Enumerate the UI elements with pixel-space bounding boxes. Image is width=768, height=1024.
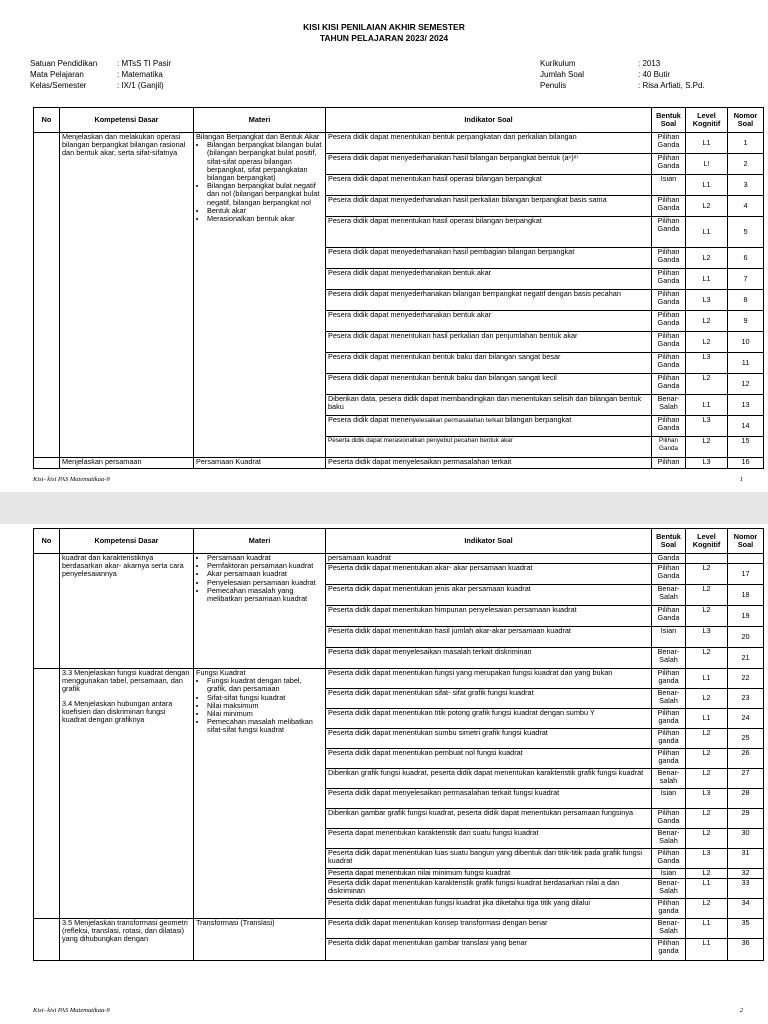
level-cell: L2: [686, 248, 728, 269]
no-cell: [34, 458, 60, 469]
table-header-row: [34, 108, 764, 133]
nomor-cell: 10: [728, 332, 764, 353]
nomor-cell: 11: [728, 353, 764, 374]
level-cell: L3: [686, 416, 728, 437]
indikator-cell: Peserta didik dapat menentukan pembuat nol fungsi kuadrat: [326, 749, 652, 769]
materi-item: • Bilangan berpangkat bilangan bulat (bilangan berpangkat bulat positif, sifat-sifat operasi bilangan berpangkat, sifat perpangkatan bilangan berpangkat): [207, 141, 323, 182]
nomor-cell: 34: [728, 899, 764, 919]
bentuk-cell: Pilihan Ganda: [652, 849, 686, 869]
header-level-kognitif: Level Kognitif: [686, 529, 728, 554]
indikator-cell: Peserta didik dapat menentukan jenis akar persamaan kuadrat: [326, 585, 652, 606]
kd-cell: kuadrat dan karakteristiknya berdasarkan akar- akarnya serta cara penyelesaiannya: [60, 554, 194, 669]
bentuk-cell: Pilihan Ganda: [652, 332, 686, 353]
no-cell: [34, 554, 60, 669]
indikator-cell: Pesera didik dapat menentukan bentuk baku dari bilangan sangat besar: [326, 353, 652, 374]
indikator-cell: Pesera didik dapat menentukan bentuk perpangkatan dari perkalian bilangan: [326, 133, 652, 154]
level-cell: L3: [686, 789, 728, 809]
indikator-cell: Pesera didik dapat menyederhanakan hasil bilangan berpangkat bentuk (aⁿ)ᵐ: [326, 154, 652, 175]
bentuk-cell: Pilihan ganda: [652, 669, 686, 689]
materi-item: • Sifat-sifat fungsi kuadrat: [207, 694, 323, 702]
nomor-cell: 13: [728, 395, 764, 416]
materi-cell: Transformasi (Translasi): [194, 919, 326, 961]
document-subtitle: TAHUN PELAJARAN 2023/ 2024: [319, 33, 449, 43]
level-cell: L2: [686, 196, 728, 217]
indikator-cell: [326, 416, 652, 437]
kd-cell: [60, 669, 194, 919]
meta-label: Jumlah Soal: [540, 70, 585, 79]
nomor-cell: 7: [728, 269, 764, 290]
bentuk-cell: Pilihan Ganda: [652, 196, 686, 217]
nomor-cell: 26: [728, 749, 764, 769]
indikator-cell: Pesera didik dapat menyederhanakan hasil pembagian bilangan berpangkat: [326, 248, 652, 269]
materi-cell: [194, 554, 326, 669]
materi-item: • Merasionalkan bentuk akar: [207, 215, 323, 223]
header-no: No: [34, 108, 60, 133]
header-level-kognitif: Level Kognitif: [686, 108, 728, 133]
level-cell: L!: [686, 154, 728, 175]
nomor-cell: 8: [728, 290, 764, 311]
level-cell: L1: [686, 879, 728, 899]
indikator-cell: Peserta didik dapat menentukan gambar translasi yang benar: [326, 939, 652, 961]
nomor-cell: 28: [728, 789, 764, 809]
bentuk-cell: Pilihan ganda: [652, 939, 686, 961]
level-cell: L3: [686, 849, 728, 869]
indikator-cell: Peserta didik dapat menentukan luas suatu bangun yang dibentuk dari titik-titik pada grafik fungsi kuadrat: [326, 849, 652, 869]
level-cell: L2: [686, 689, 728, 709]
nomor-cell: 15: [728, 437, 764, 458]
level-cell: L3: [686, 627, 728, 648]
nomor-cell: 1: [728, 133, 764, 154]
indikator-cell: Pesera didik dapat menentukan hasil perkalian dan penjumlahan bentuk akar: [326, 332, 652, 353]
kd-item: 3.4 Menjelaskan hubungan antara koefisien dan diskriminan fungsi kuadrat dengan grafiknya: [62, 698, 173, 725]
meta-value: : 2013: [638, 59, 661, 68]
header-nomor-soal: Nomor Soal: [728, 529, 764, 554]
bentuk-cell: Pilihan Ganda: [652, 248, 686, 269]
indikator-cell: Peserta didik dapat menentukan titik potong grafik fungsi kuadrat dengan sumbu Y: [326, 709, 652, 729]
indikator-cell: Pesera didik dapat menyederhanakan hasil perkalian bilangan berpangkat basis sama: [326, 196, 652, 217]
nomor-cell: 6: [728, 248, 764, 269]
header-materi: Materi: [194, 108, 326, 133]
document-title: KISI KISI PENILAIAN AKHIR SEMESTER: [303, 22, 465, 32]
kd-item: 3.3 Menjelaskan fungsi kuadrat dengan menggunakan tabel, persamaan, dan grafik: [62, 668, 190, 694]
indikator-cell: Peserta didik dapat menentukan hasil jumlah akar-akar persamaan kuadrat: [326, 627, 652, 648]
indikator-cell: Peserta didik dapat menyelesaikan masalah terkait diskriminan: [326, 648, 652, 669]
materi-item: • Penyelesaian persamaan kuadrat: [207, 579, 323, 587]
header-kompetensi-dasar: Kompetensi Dasar: [60, 108, 194, 133]
kisi-table-page-2: [33, 528, 764, 961]
materi-item: • Akar persamaan kuadrat: [207, 570, 323, 578]
bentuk-cell: Benar-Salah: [652, 689, 686, 709]
header-indikator-soal: Indikator Soal: [326, 108, 652, 133]
level-cell: L3: [686, 353, 728, 374]
no-cell: [34, 133, 60, 458]
level-cell: L1: [686, 269, 728, 290]
meta-label: Mata Pelajaran: [30, 70, 84, 79]
level-cell: L2: [686, 437, 728, 458]
level-cell: L2: [686, 374, 728, 395]
nomor-cell: 25: [728, 729, 764, 749]
bentuk-cell: Isian: [652, 175, 686, 196]
bentuk-cell: Benar-Salah: [652, 648, 686, 669]
header-indikator-soal: Indikator Soal: [326, 529, 652, 554]
materi-item: • Pemecahan masalah melibatkan sifat-sifat fungsi kuadrat: [207, 718, 323, 734]
nomor-cell: 2: [728, 154, 764, 175]
table-row: [34, 133, 764, 154]
nomor-cell: 3: [728, 175, 764, 196]
bentuk-cell: Isian: [652, 627, 686, 648]
indikator-cell: Peserta didik dapat menentukan sumbu simetri grafik fungsi kuadrat: [326, 729, 652, 749]
nomor-cell: 12: [728, 374, 764, 395]
no-cell: [34, 919, 60, 961]
indikator-cell: Pesera didik dapat menyederhanakan bilangan berrpangkat negatif dengan basis pecahan: [326, 290, 652, 311]
level-cell: L1: [686, 919, 728, 939]
meta-value: : IX/1 (Ganjil): [117, 81, 164, 90]
indikator-cell: Peserta didik dapat menentukan konsep transformasi dengan benar: [326, 919, 652, 939]
indikator-cell: Pesera didik dapat menentukan bentuk baku dari bilangan sangat kecil: [326, 374, 652, 395]
page-1: [0, 0, 768, 492]
materi-cell: [194, 133, 326, 458]
meta-label: Kurikulum: [540, 59, 576, 68]
header-nomor-soal: Nomor Soal: [728, 108, 764, 133]
indikator-text: Pesera didik dapat menen: [328, 415, 413, 424]
nomor-cell: 35: [728, 919, 764, 939]
nomor-cell: 18: [728, 585, 764, 606]
bentuk-cell: Benar-Salah: [652, 829, 686, 849]
kd-cell: Menjelaskan persamaan: [60, 458, 194, 469]
indikator-cell: Peserta didik dapat menentukan fungsi kuadrat jika diketahui tiga titik yang dilalui: [326, 899, 652, 919]
indikator-text-small: yelesaikan permasalahan terkait: [412, 417, 504, 424]
nomor-cell: 21: [728, 648, 764, 669]
bentuk-cell: Pilihan Ganda: [652, 809, 686, 829]
indikator-cell: persamaan kuadrat: [326, 554, 652, 564]
nomor-cell: 29: [728, 809, 764, 829]
level-cell: L3: [686, 458, 728, 469]
bentuk-cell: Benar-Salah: [652, 395, 686, 416]
bentuk-cell: Pilihan Ganda: [652, 353, 686, 374]
table-row: [34, 919, 764, 939]
level-cell: L2: [686, 729, 728, 749]
nomor-cell: 23: [728, 689, 764, 709]
no-cell: [34, 669, 60, 919]
meta-value: : 40 Butir: [638, 70, 671, 79]
bentuk-cell: Pilihan Ganda: [652, 217, 686, 248]
table-row: [34, 669, 764, 689]
meta-value: : Matematika: [117, 70, 163, 79]
bentuk-cell: Pilihan ganda: [652, 899, 686, 919]
level-cell: L2: [686, 769, 728, 789]
kisi-table-page-1: [33, 107, 764, 469]
materi-title: Fungsi Kuadrat: [196, 668, 246, 677]
bentuk-cell: Benar-Salah: [652, 919, 686, 939]
level-cell: L1: [686, 669, 728, 689]
bentuk-cell: Pilihan Ganda: [652, 311, 686, 332]
page-2: [0, 524, 768, 1024]
materi-cell: [194, 669, 326, 919]
nomor-cell: 31: [728, 849, 764, 869]
bentuk-cell: Pilihan Ganda: [652, 374, 686, 395]
bentuk-cell: Pilihan Ganda: [652, 437, 686, 458]
level-cell: L1: [686, 939, 728, 961]
nomor-cell: 16: [728, 458, 764, 469]
bentuk-cell: Ganda: [652, 554, 686, 564]
table-row: [34, 458, 764, 469]
meta-value: : Risa Arfiati, S.Pd.: [638, 81, 705, 90]
meta-right: [540, 58, 705, 91]
level-cell: L2: [686, 648, 728, 669]
footer-label: Kisi- kisi PAS Matematikaa-9: [33, 1007, 110, 1014]
meta-label: Satuan Pendidikan: [30, 59, 98, 68]
level-cell: L2: [686, 899, 728, 919]
level-cell: L1: [686, 175, 728, 196]
indikator-cell: Peserta didik dapat menyelesaikan permasalahan terkait: [326, 458, 652, 469]
indikator-cell: Peserta didik dapat merasionalkan penyebut pecahan bentuk akar: [326, 437, 652, 458]
page-footer: [33, 1007, 743, 1014]
bentuk-cell: Pilihan ganda: [652, 749, 686, 769]
header-bentuk-soal: Bentuk Soal: [652, 108, 686, 133]
page-footer: [33, 476, 743, 483]
level-cell: L2: [686, 606, 728, 627]
indikator-text: bilangan berpangkat: [503, 415, 572, 424]
indikator-cell: Peserta dapat menentukan nilai minimum fungsi kuadrat: [326, 869, 652, 879]
materi-item: • Pemecahan masalah yang melibatkan persamaan kuadrat: [207, 587, 323, 603]
bentuk-cell: Pilihan Ganda: [652, 606, 686, 627]
nomor-cell: 5: [728, 217, 764, 248]
indikator-cell: Diberikan gambar grafik fungsi kuadrat, peserta didik dapat menentukan persamaan fungsinya: [326, 809, 652, 829]
nomor-cell: 14: [728, 416, 764, 437]
bentuk-cell: Benar-salah: [652, 769, 686, 789]
indikator-cell: Diberikan grafik fungsi kuadrat, peserta didik dapat menentukan karakteristik grafik fungsi kuadrat: [326, 769, 652, 789]
materi-item: • Fungsi kuadrat dengan tabel, grafik, dan persamaan: [207, 677, 323, 693]
indikator-cell: Peserta didik dapat menentukan akar- akar persamaan kuadrat: [326, 564, 652, 585]
level-cell: L3: [686, 290, 728, 311]
nomor-cell: 22: [728, 669, 764, 689]
nomor-cell: 24: [728, 709, 764, 729]
bentuk-cell: Pilihan: [652, 458, 686, 469]
materi-cell: Persamaan Kuadrat: [194, 458, 326, 469]
indikator-cell: Peserta didik dapat menentukan sifat- sifat grafik fungsi kuadrat: [326, 689, 652, 709]
materi-item: • Nilai maksimum: [207, 702, 323, 710]
level-cell: L2: [686, 829, 728, 849]
header-bentuk-soal: Bentuk Soal: [652, 529, 686, 554]
level-cell: [686, 554, 728, 564]
nomor-cell: 36: [728, 939, 764, 961]
level-cell: L2: [686, 869, 728, 879]
nomor-cell: 20: [728, 627, 764, 648]
table-header-row: [34, 529, 764, 554]
nomor-cell: 19: [728, 606, 764, 627]
bentuk-cell: Pilihan Ganda: [652, 290, 686, 311]
footer-label: Kisi- kisi PAS Matematikaa-9: [33, 476, 110, 483]
kd-cell: Menjelaskan dan melakukan operasi bilangan berpangkat bilangan rasional dan bentuk akar, serta sifat-sifatnya: [60, 133, 194, 458]
header-no: No: [34, 529, 60, 554]
indikator-cell: Peserta didik dapat menyelesaikan permasalahan terkait fungsi kuadrat: [326, 789, 652, 809]
indikator-cell: Pesera didik dapat menyederhanakan bentuk akar: [326, 269, 652, 290]
materi-item: • Bentuk akar: [207, 207, 323, 215]
level-cell: L1: [686, 133, 728, 154]
level-cell: L1: [686, 217, 728, 248]
level-cell: L1: [686, 709, 728, 729]
indikator-cell: Peserta didik dapat menentukan fungsi yang merupakan fungsi kuadrat dan yang bukan: [326, 669, 652, 689]
header-kompetensi-dasar: Kompetensi Dasar: [60, 529, 194, 554]
nomor-cell: 4: [728, 196, 764, 217]
level-cell: L2: [686, 332, 728, 353]
meta-label: Kelas/Semester: [30, 81, 87, 90]
bentuk-cell: Pilihan Ganda: [652, 564, 686, 585]
indikator-cell: Peserta didik dapat menentukan karakteristik grafik fungsi kuadrat berdasarkan nilai a dan diskriminan: [326, 879, 652, 899]
level-cell: L1: [686, 395, 728, 416]
page-number: 2: [739, 1007, 743, 1014]
level-cell: L2: [686, 749, 728, 769]
bentuk-cell: Pilihan Ganda: [652, 154, 686, 175]
materi-title: Bilangan Berpangkat dan Bentuk Akar: [196, 132, 320, 141]
nomor-cell: 17: [728, 564, 764, 585]
materi-item: • Nilai minimum: [207, 710, 323, 718]
indikator-cell: Diberikan data, pesera didik dapat membandingkan dan menentukan selisih dari bilangan bentuk baku: [326, 395, 652, 416]
meta-label: Penulis: [540, 81, 567, 90]
bentuk-cell: Pilihan Ganda: [652, 416, 686, 437]
bentuk-cell: Pilihan ganda: [652, 729, 686, 749]
level-cell: L2: [686, 564, 728, 585]
nomor-cell: 33: [728, 879, 764, 899]
meta-value: : MTsS TI Pasir: [117, 59, 172, 68]
nomor-cell: 32: [728, 869, 764, 879]
indikator-cell: Pesera didik dapat menentukan hasil operasi bilangan berpangkat: [326, 175, 652, 196]
bentuk-cell: Isian: [652, 869, 686, 879]
bentuk-cell: Isian: [652, 789, 686, 809]
table-row: [34, 554, 764, 564]
indikator-cell: Peserta didik dapat menentukan himpunan penyelesaian persamaan kuadrat: [326, 606, 652, 627]
bentuk-cell: Pilihan Ganda: [652, 269, 686, 290]
header-materi: Materi: [194, 529, 326, 554]
nomor-cell: [728, 554, 764, 564]
page-number: 1: [739, 476, 743, 483]
indikator-cell: Peserta dapat menentukan karakteristik dari suatu fungsi kuadrat: [326, 829, 652, 849]
nomor-cell: 27: [728, 769, 764, 789]
bentuk-cell: Pilihan Ganda: [652, 133, 686, 154]
nomor-cell: 30: [728, 829, 764, 849]
level-cell: L2: [686, 809, 728, 829]
indikator-cell: Pesera didik dapat menyederhanakan bentuk akar: [326, 311, 652, 332]
bentuk-cell: Pilihan ganda: [652, 709, 686, 729]
bentuk-cell: Benar-Salah: [652, 585, 686, 606]
level-cell: L2: [686, 311, 728, 332]
kd-cell: 3.5 Menjelaskan transformasi geometri (refleksi, translasi, rotasi, dan dilatasi) yang dihubungkan dengan: [60, 919, 194, 961]
level-cell: L2: [686, 585, 728, 606]
bentuk-cell: Benar-Salah: [652, 879, 686, 899]
nomor-cell: 9: [728, 311, 764, 332]
materi-item: • Persamaan kuadrat: [207, 554, 323, 562]
materi-item: • Bilangan berpangkat bulat negatif dan nol (bilangan berpangkat bulat negatif, bilangan berpangkat nol: [207, 182, 323, 207]
materi-item: • Pemfaktoran persamaan kuadrat: [207, 562, 323, 570]
meta-left: [30, 58, 171, 91]
indikator-cell: Pesera didik dapat menentukan hasil operasi bilangan berpangkat: [326, 217, 652, 248]
